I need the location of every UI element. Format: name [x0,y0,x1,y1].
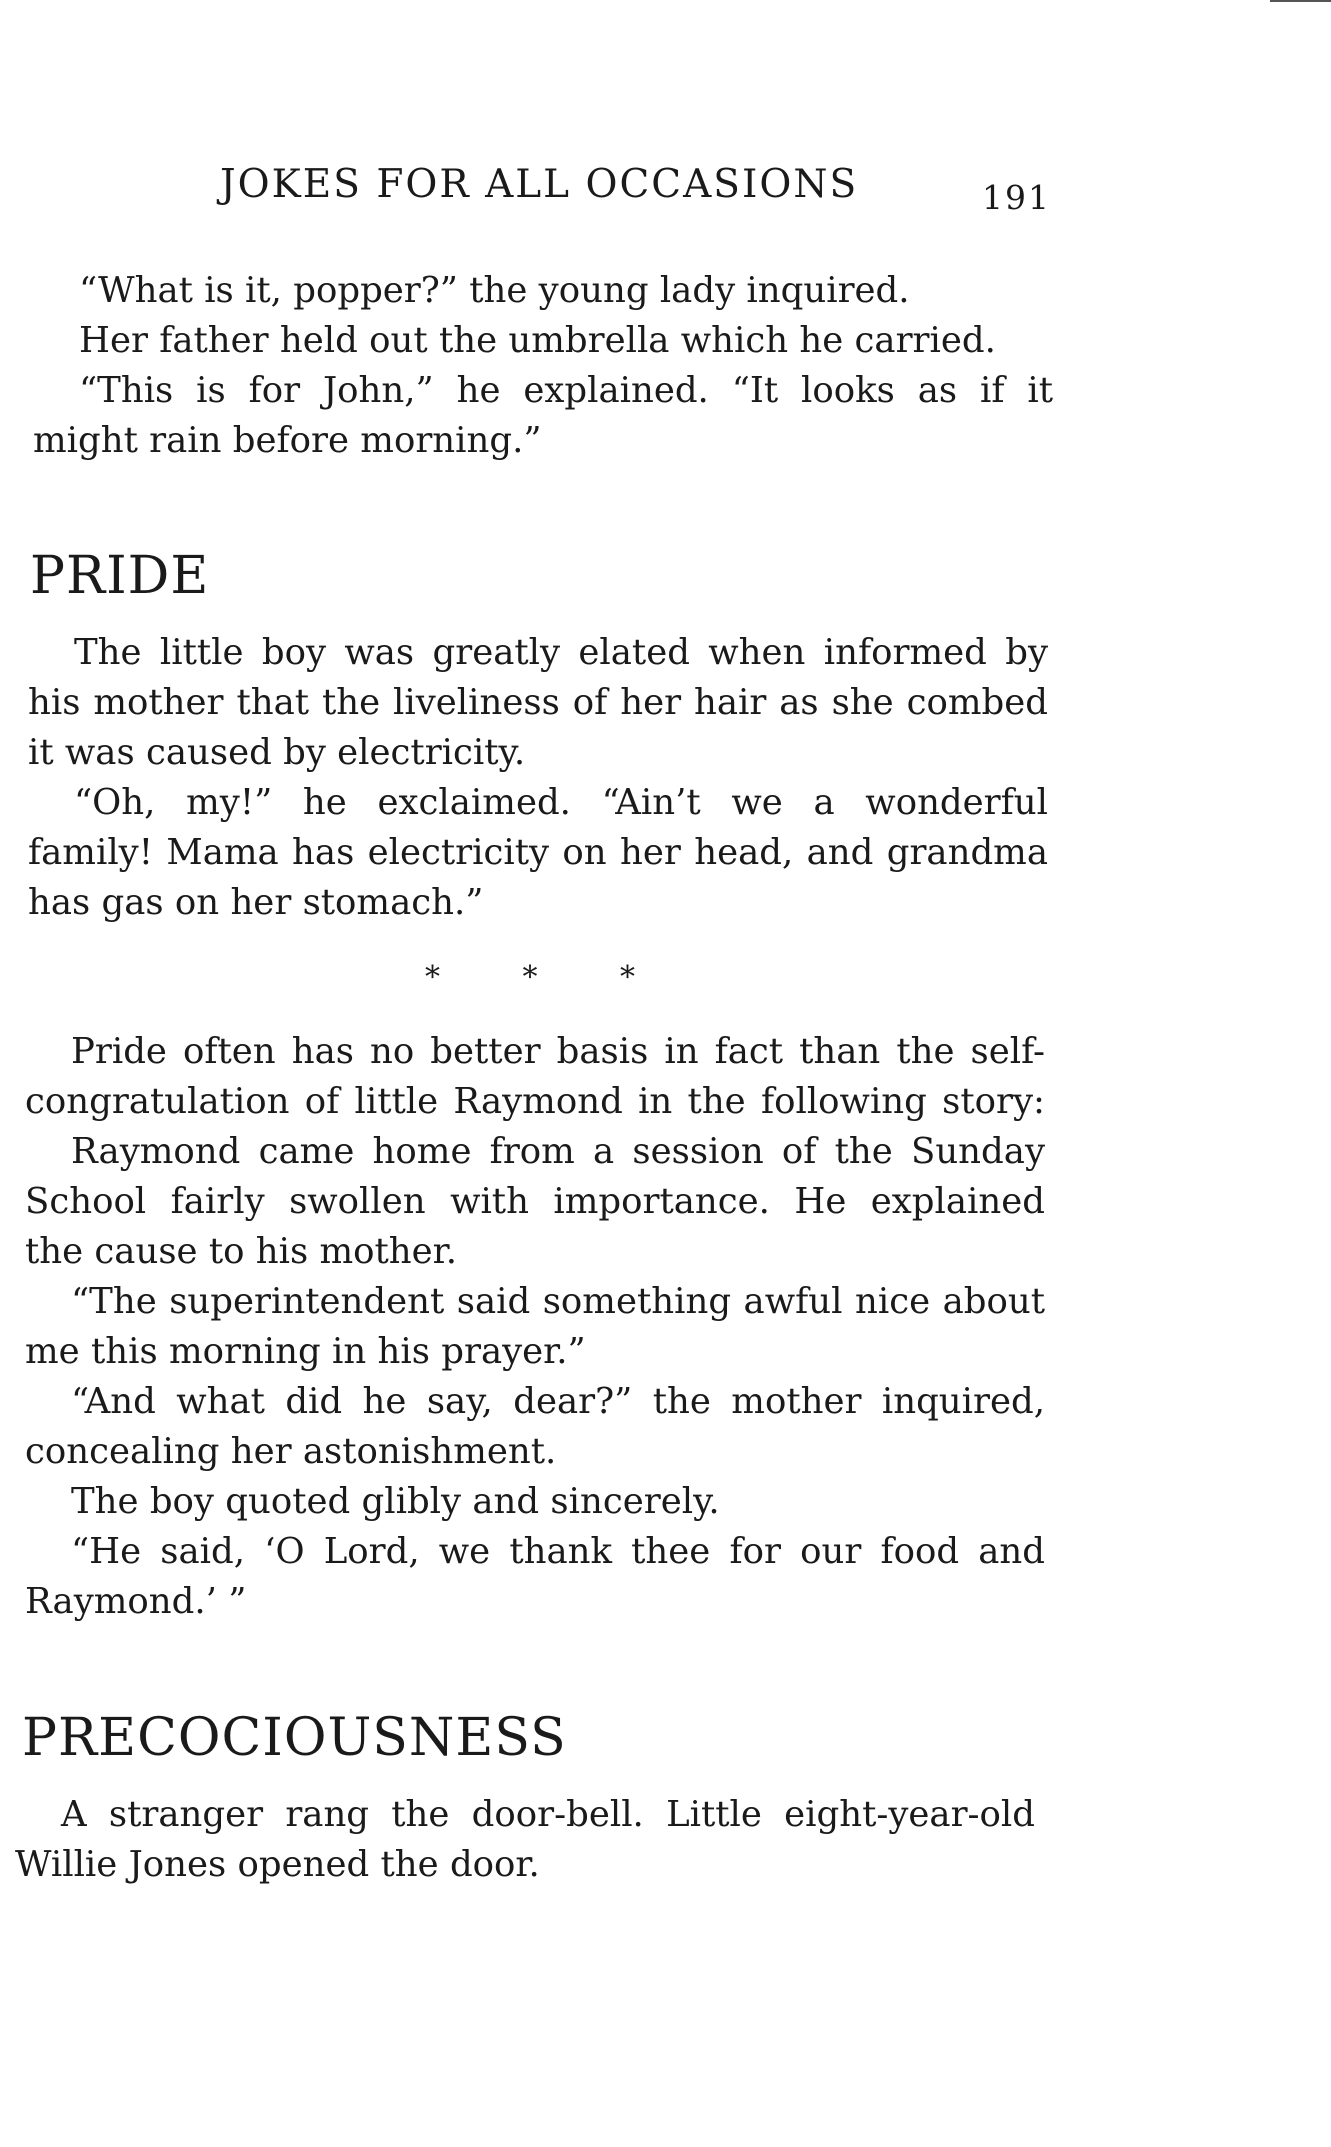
asterisk: * [620,960,635,995]
text-line: me this morning in his prayer.” [25,1331,586,1372]
text-line: his mother that the liveliness of her hair as she combed [28,682,1048,723]
text-line: A stranger rang the door-bell. Little eight-year-old [61,1794,1035,1835]
text-line: the cause to his mother. [25,1231,458,1272]
text-line: might rain before morning.” [33,420,542,461]
text-line: Raymond.’ ” [25,1581,247,1622]
text-line: it was caused by electricity. [28,732,526,773]
text-line: “The superintendent said something awful nice about [71,1281,1045,1322]
raymond-story-paragraphs [25,1027,1045,1627]
text-line: The boy quoted glibly and sincerely. [71,1481,720,1522]
intro-paragraphs [33,266,1053,466]
text-line: “Oh, my!” he exclaimed. “Ain’t we a wonderful [74,782,1048,823]
top-border-rule [1270,0,1331,2]
text-line: “He said, ‘O Lord, we thank thee for our food and [71,1531,1045,1572]
text-line: has gas on her stomach.” [28,882,484,923]
precociousness-paragraphs [15,1790,1035,1890]
text-line: The little boy was greatly elated when informed by [74,632,1048,673]
asterisk: * [425,960,440,995]
section-heading-precociousness: PRECOCIOUSNESS [22,1708,567,1768]
asterism-separator [425,960,635,995]
text-line: School fairly swollen with importance. He explained [25,1181,1045,1222]
page-number: 191 [982,178,1051,217]
text-line: “This is for John,” he explained. “It looks as if it [79,370,1053,411]
text-line: “And what did he say, dear?” the mother inquired, [71,1381,1045,1422]
text-line: concealing her astonishment. [25,1431,557,1472]
section-heading-pride: PRIDE [30,546,210,606]
asterisk: * [522,960,538,995]
running-title: JOKES FOR ALL OCCASIONS [220,162,859,207]
text-line: family! Mama has electricity on her head, and grandma [28,832,1048,873]
text-line: “What is it, popper?” the young lady inquired. [79,270,910,311]
text-line: Pride often has no better basis in fact than the self- [71,1031,1045,1072]
text-line: Her father held out the umbrella which he carried. [79,320,996,361]
text-line: Raymond came home from a session of the Sunday [71,1131,1045,1172]
text-line: Willie Jones opened the door. [15,1844,540,1885]
pride-paragraphs [28,628,1048,928]
text-line: congratulation of little Raymond in the following story: [25,1081,1045,1122]
